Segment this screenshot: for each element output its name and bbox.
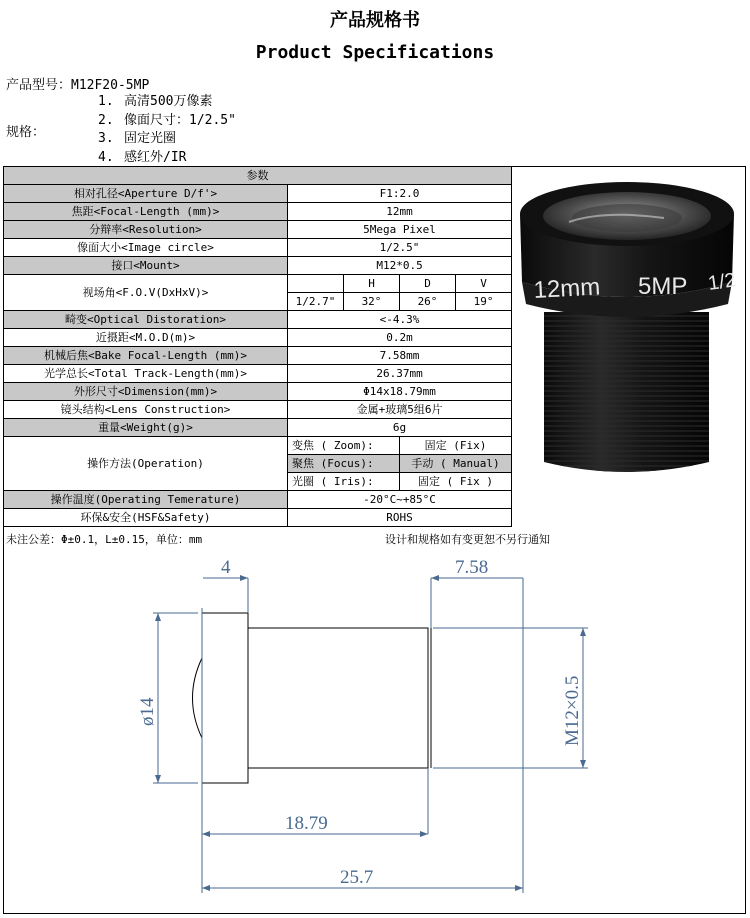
focal-label: 焦距<Focal-Length (mm)>: [4, 203, 288, 221]
dimension-drawing: [3, 548, 746, 914]
spec-item: 3. 固定光圈: [98, 131, 177, 146]
aperture-value: F1:2.0: [288, 185, 512, 203]
image-circle-label: 像面大小<Image circle>: [4, 239, 288, 257]
mount-value: M12*0.5: [288, 257, 512, 275]
dim-diameter: ø14: [137, 697, 158, 726]
fov-h-value: 32°: [344, 293, 400, 311]
construction-label: 镜头结构<Lens Construction>: [4, 401, 288, 419]
mount-label: 接口<Mount>: [4, 257, 288, 275]
fov-h-header: H: [344, 275, 400, 293]
lens-thread-section: [248, 628, 428, 768]
spec-list: [98, 93, 236, 167]
distortion-value: <-4.3%: [288, 311, 512, 329]
lens-front-dome: [193, 658, 203, 738]
image-circle-value: 1/2.5": [288, 239, 512, 257]
dimension-label: 外形尺寸<Dimension(mm)>: [4, 383, 288, 401]
distortion-label: 畸变<Optical Distoration>: [4, 311, 288, 329]
photo-format: 1/2: [706, 269, 738, 295]
focus-label: 聚焦 (Focus):: [288, 455, 400, 473]
spec-item: 4. 感红外/IR: [98, 149, 187, 165]
dimension-value: Φ14x18.79mm: [288, 383, 512, 401]
dim-back: 7.58: [455, 557, 489, 578]
focus-value: 手动 ( Manual): [400, 455, 512, 473]
dim-total: 25.7: [340, 867, 374, 888]
fov-v-value: 19°: [456, 293, 512, 311]
weight-label: 重量<Weight(g)>: [4, 419, 288, 437]
model-number: 产品型号：M12F20-5MP: [6, 78, 150, 93]
iris-value: 固定 ( Fix ): [400, 473, 512, 491]
lens-photo: [514, 172, 742, 512]
operation-label: 操作方法(Operation): [4, 437, 288, 491]
spec-table: [3, 166, 512, 527]
safety-value: ROHS: [288, 509, 512, 527]
spec-item: 1. 高清500万像素: [98, 94, 213, 109]
zoom-value: 固定 (Fix): [400, 437, 512, 455]
dim-body: 18.79: [285, 813, 328, 834]
aperture-label: 相对孔径<Aperture D/f'>: [4, 185, 288, 203]
fov-d-header: D: [400, 275, 456, 293]
resolution-value: 5Mega Pixel: [288, 221, 512, 239]
title-cn: 产品规格书: [330, 10, 420, 31]
photo-mp: 5MP: [638, 273, 688, 300]
temp-value: -20°C~+85°C: [288, 491, 512, 509]
construction-value: 金属+玻璃5组6片: [288, 401, 512, 419]
zoom-label: 变焦 ( Zoom):: [288, 437, 400, 455]
ttl-value: 26.37mm: [288, 365, 512, 383]
photo-focal: 12mm: [532, 273, 601, 304]
dim-thread: M12×0.5: [562, 675, 583, 746]
spec-label: 规格：: [6, 125, 46, 140]
focal-value: 12mm: [288, 203, 512, 221]
fov-d-value: 26°: [400, 293, 456, 311]
fov-sensor: 1/2.7": [288, 293, 344, 311]
safety-label: 环保&安全(HSF&Safety): [4, 509, 288, 527]
bfl-value: 7.58mm: [288, 347, 512, 365]
fov-v-header: V: [456, 275, 512, 293]
iris-label: 光圈 ( Iris):: [288, 473, 400, 491]
spec-item: 2. 像面尺寸：1/2.5": [98, 112, 236, 128]
fov-label: 视场角<F.O.V(DxHxV)>: [4, 275, 288, 311]
mod-label: 近摄距<M.O.D(m)>: [4, 329, 288, 347]
resolution-label: 分辩率<Resolution>: [4, 221, 288, 239]
disclaimer-note: 设计和规格如有变更恕不另行通知: [385, 533, 550, 546]
lens-front-section: [202, 613, 248, 783]
mod-value: 0.2m: [288, 329, 512, 347]
tolerance-note: 未注公差：Φ±0.1，L±0.15，单位：mm: [6, 533, 203, 546]
table-header: 参数: [4, 167, 512, 185]
title-en: Product Specifications: [255, 42, 495, 63]
temp-label: 操作温度(Operating Temerature): [4, 491, 288, 509]
dim-front: 4: [221, 557, 231, 578]
bfl-label: 机械后焦<Bake Focal-Length (mm)>: [4, 347, 288, 365]
weight-value: 6g: [288, 419, 512, 437]
ttl-label: 光学总长<Total Track-Length(mm)>: [4, 365, 288, 383]
fov-blank: [288, 275, 344, 293]
